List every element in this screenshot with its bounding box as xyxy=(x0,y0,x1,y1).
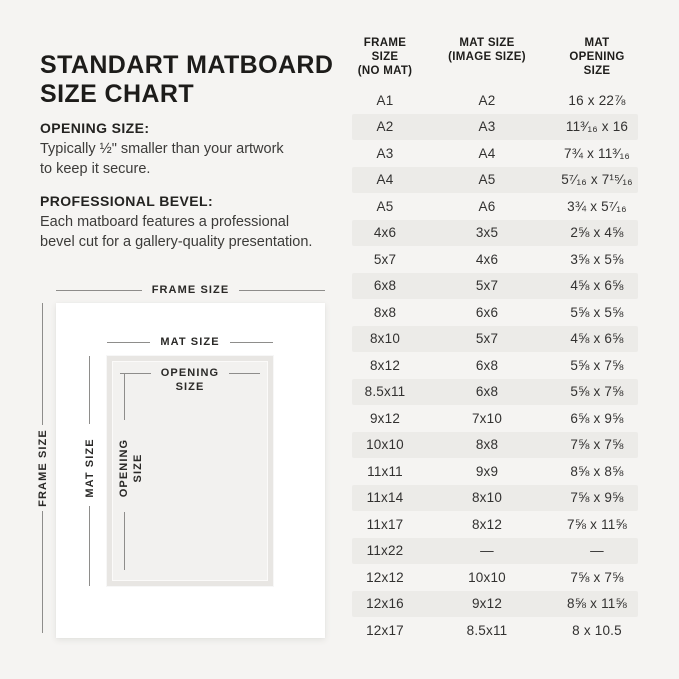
table-row xyxy=(352,458,638,485)
table-cell: 2⅝ x 4⅝ xyxy=(570,225,624,241)
table-cell: 4⅝ x 6⅝ xyxy=(570,278,624,294)
table-cell: 8x8 xyxy=(475,437,499,453)
table-row xyxy=(352,564,638,591)
section-opening-size-heading: OPENING SIZE: xyxy=(40,120,150,136)
mat-size-vertical-rule-bottom xyxy=(89,506,90,586)
table-row xyxy=(352,511,638,538)
table-cell: 6x8 xyxy=(373,278,397,294)
table-cell: A5 xyxy=(478,172,496,188)
table-cell: 4⅝ x 6⅝ xyxy=(570,331,624,347)
size-table-header xyxy=(352,36,638,77)
table-cell: 8⅝ x 11⅝ xyxy=(567,596,627,612)
table-cell: 7⅝ x 7⅝ xyxy=(570,569,624,585)
table-row xyxy=(352,299,638,326)
table-cell: A2 xyxy=(478,92,496,108)
mat-size-top-label: MAT SIZE xyxy=(107,334,273,350)
table-cell: 11x17 xyxy=(366,516,404,532)
table-cell: 6⅝ x 9⅝ xyxy=(570,410,624,426)
table-row xyxy=(352,167,638,194)
table-cell: A5 xyxy=(376,198,394,214)
section-professional-bevel-heading: PROFESSIONAL BEVEL: xyxy=(40,193,214,209)
table-cell: A1 xyxy=(376,92,394,108)
section-professional-bevel-body: Each matboard features a professional bevel cut for a gallery-quality presentation. xyxy=(40,214,313,250)
frame-size-vertical-rule-top xyxy=(42,303,43,425)
table-cell: A6 xyxy=(478,198,496,214)
size-table xyxy=(352,36,638,644)
table-cell: 6x8 xyxy=(475,384,499,400)
table-cell: 5⅝ x 5⅝ xyxy=(570,304,624,320)
table-cell: 3¾ x 5⁷⁄₁₆ xyxy=(567,198,627,214)
table-cell: — xyxy=(590,543,604,559)
mat-size-vertical-rule-top xyxy=(89,356,90,424)
table-cell: 5x7 xyxy=(475,331,499,347)
table-cell: 16 x 22⅞ xyxy=(568,92,626,108)
table-cell: 4x6 xyxy=(373,225,397,241)
table-row xyxy=(352,220,638,247)
table-row xyxy=(352,140,638,167)
table-row xyxy=(352,591,638,618)
table-row xyxy=(352,352,638,379)
frame-size-side-label: FRAME SIZE xyxy=(37,429,49,507)
table-row xyxy=(352,538,638,565)
table-cell: A4 xyxy=(478,145,496,161)
table-cell: A4 xyxy=(376,172,394,188)
table-cell: A3 xyxy=(376,145,394,161)
table-cell: 11x14 xyxy=(366,490,404,506)
table-row xyxy=(352,485,638,512)
opening-size-vertical-rule-top xyxy=(124,374,125,420)
page-title-line1: STANDART MATBOARD xyxy=(40,50,334,79)
table-row xyxy=(352,405,638,432)
column-header-frame-size: FRAME SIZE (NO MAT) xyxy=(357,37,413,77)
table-row xyxy=(352,273,638,300)
label-rule xyxy=(229,373,260,374)
frame-size-vertical-rule-bottom xyxy=(42,511,43,633)
table-cell: 10x10 xyxy=(366,437,404,453)
table-cell: 8x10 xyxy=(369,331,401,347)
table-row xyxy=(352,326,638,353)
table-cell: 12x17 xyxy=(366,622,404,638)
opening-size-top-label xyxy=(120,366,260,394)
label-rule xyxy=(56,290,142,291)
table-cell: 8⅝ x 8⅝ xyxy=(570,463,624,479)
table-cell: 5⅝ x 7⅝ xyxy=(570,384,624,400)
opening-size-vertical-rule-bottom xyxy=(124,512,125,570)
table-cell: 8x8 xyxy=(373,304,397,320)
table-cell: 9x12 xyxy=(369,410,401,426)
table-cell: 8 x 10.5 xyxy=(572,622,622,638)
table-cell: 11x22 xyxy=(366,543,404,559)
table-cell: 10x10 xyxy=(468,569,506,585)
table-cell: 5x7 xyxy=(475,278,499,294)
opening-size-side-label: OPENING SIZE xyxy=(118,438,144,498)
table-row xyxy=(352,246,638,273)
table-row xyxy=(352,87,638,114)
column-header-mat-size: MAT SIZE (IMAGE SIZE) xyxy=(448,37,526,63)
table-cell: 7⅝ x 9⅝ xyxy=(570,490,624,506)
label-rule xyxy=(107,342,150,343)
table-cell: 3x5 xyxy=(475,225,499,241)
mat-size-side-label: MAT SIZE xyxy=(84,438,96,498)
table-row xyxy=(352,379,638,406)
table-cell: 6x6 xyxy=(475,304,499,320)
table-cell: 11³⁄₁₆ x 16 xyxy=(565,119,629,135)
matboard-diagram xyxy=(36,282,336,654)
size-table-rows xyxy=(352,87,638,644)
table-cell: 9x9 xyxy=(475,463,499,479)
table-cell: 12x16 xyxy=(366,596,404,612)
page-title xyxy=(40,51,333,109)
table-row xyxy=(352,114,638,141)
table-cell: 8x12 xyxy=(471,516,503,532)
section-opening-size xyxy=(40,120,352,179)
table-cell: 7⅝ x 11⅝ xyxy=(567,516,627,532)
table-cell: 3⅝ x 5⅝ xyxy=(570,251,624,267)
table-cell: 7¾ x 11³⁄₁₆ xyxy=(564,145,630,161)
table-cell: 7⅝ x 7⅝ xyxy=(570,437,624,453)
table-cell: 6x8 xyxy=(475,357,499,373)
page-title-line2: SIZE CHART xyxy=(40,79,194,108)
table-row xyxy=(352,617,638,644)
section-opening-size-body: Typically ½" smaller than your artwork to keep it secure. xyxy=(40,141,284,177)
table-cell: 5x7 xyxy=(373,251,397,267)
section-professional-bevel xyxy=(40,193,352,252)
table-cell: 5⁷⁄₁₆ x 7¹⁵⁄₁₆ xyxy=(561,172,633,188)
table-cell: A2 xyxy=(376,119,394,135)
table-cell: 5⅝ x 7⅝ xyxy=(570,357,624,373)
table-cell: 8.5x11 xyxy=(364,384,406,400)
table-cell: 8x10 xyxy=(471,490,503,506)
table-cell: 8.5x11 xyxy=(466,622,508,638)
column-header-mat-opening-size: MAT OPENING SIZE xyxy=(569,37,625,77)
table-cell: A3 xyxy=(478,119,496,135)
table-cell: 7x10 xyxy=(471,410,503,426)
opening-size-top-label-text: OPENING SIZE xyxy=(160,367,220,393)
table-cell: 11x11 xyxy=(367,463,403,479)
table-cell: 12x12 xyxy=(366,569,404,585)
label-rule xyxy=(230,342,273,343)
table-cell: 4x6 xyxy=(475,251,499,267)
frame-size-top-label: FRAME SIZE xyxy=(56,282,325,298)
table-row xyxy=(352,432,638,459)
table-cell: — xyxy=(480,543,494,559)
table-cell: 8x12 xyxy=(369,357,401,373)
label-rule xyxy=(239,290,325,291)
table-cell: 9x12 xyxy=(471,596,503,612)
table-row xyxy=(352,193,638,220)
